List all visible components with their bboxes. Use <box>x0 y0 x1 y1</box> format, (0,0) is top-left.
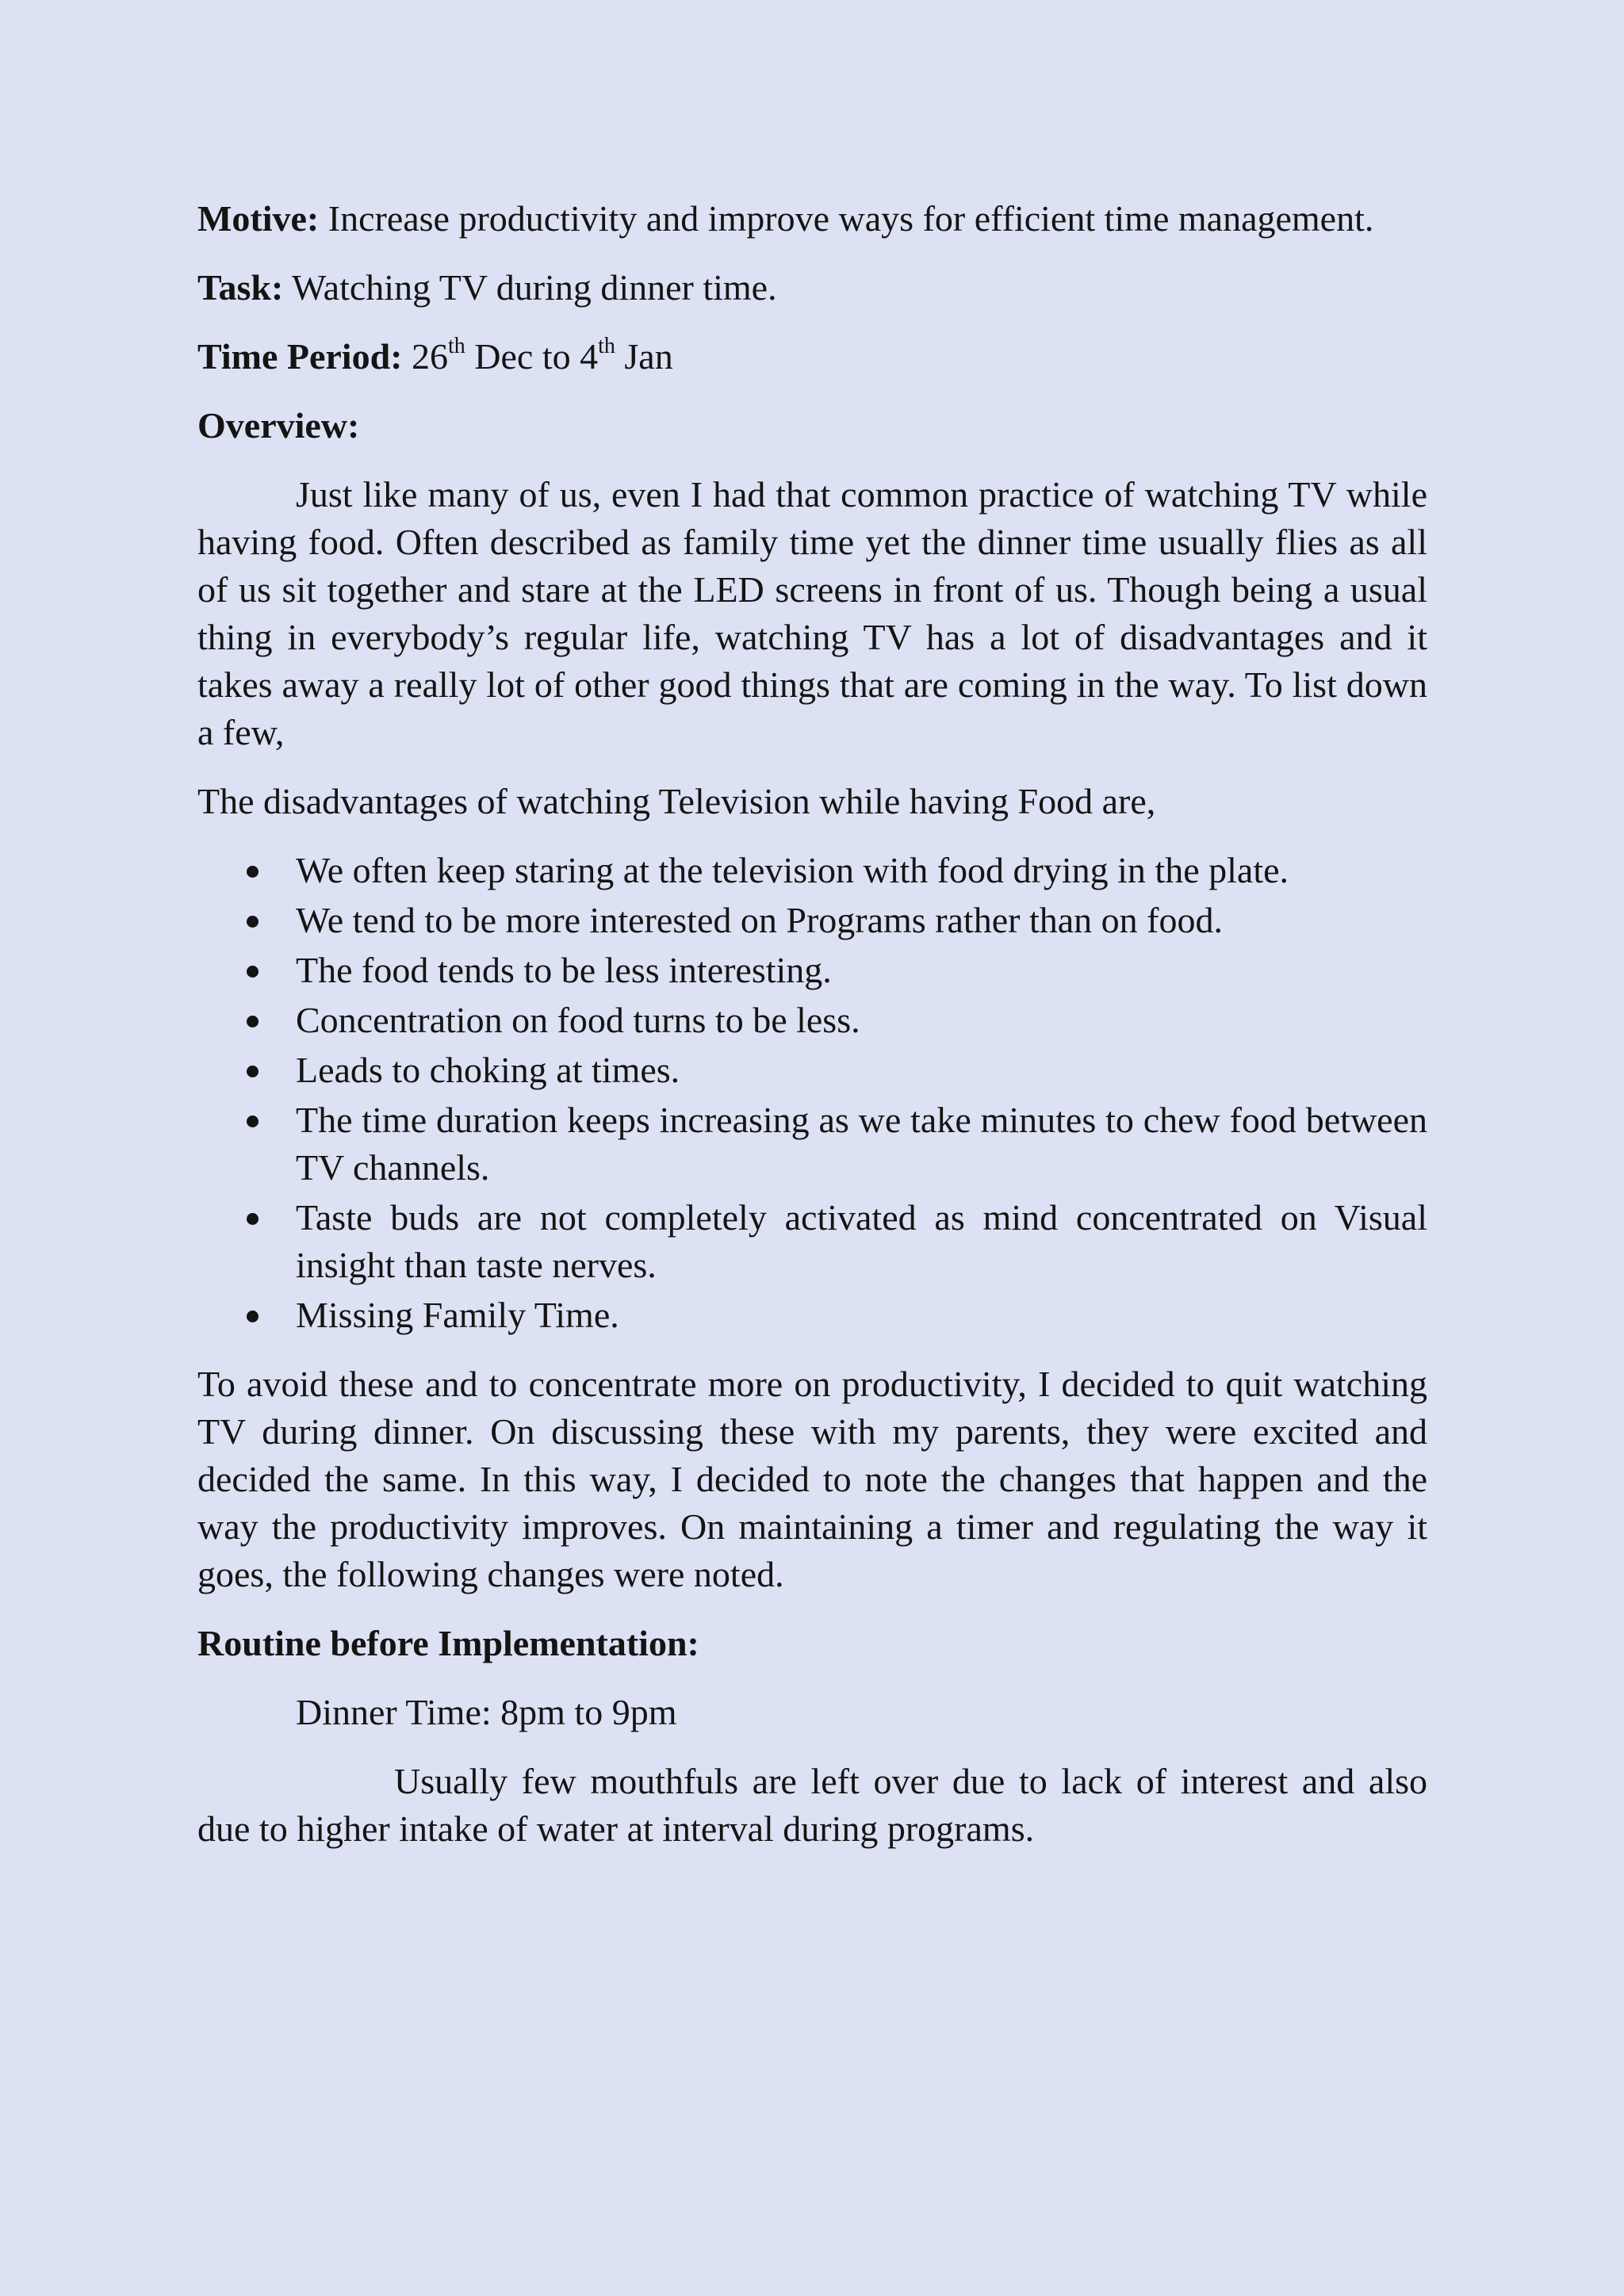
time-period-start-suffix: th <box>447 334 465 358</box>
disadvantages-list <box>197 847 1427 1339</box>
motive-label: Motive: <box>197 198 320 239</box>
motive-line <box>197 195 1427 243</box>
task-line <box>197 264 1427 312</box>
list-item-text: Taste buds are not completely activated as mind concentrated on Visual insight than taste nerves. <box>296 1197 1427 1285</box>
list-item-text: The food tends to be less interesting. <box>296 950 832 990</box>
decision-paragraph: To avoid these and to concentrate more on productivity, I decided to quit watching TV during dinner. On discussing these with my parents, they were excited and decided the same. In this way, I decided to note the changes that happen and the way the productivity improves. On maintaining a timer and regulating the way it goes, the following changes were noted. <box>197 1364 1427 1594</box>
list-item-text: The time duration keeps increasing as we take minutes to chew food between TV channels. <box>296 1100 1427 1188</box>
overview-paragraph: Just like many of us, even I had that common practice of watching TV while having food. Often described as family time yet the dinner time usually flies as all of us sit together and stare at the LED screens in front of us. Though being a usual thing in everybody’s regular life, watching TV has a lot of disadvantages and it takes away a really lot of other good things that are coming in the way. To list down a few, <box>197 474 1427 752</box>
bullet-icon <box>247 1213 259 1225</box>
time-period-middle: Dec to 4 <box>474 336 599 377</box>
list-item-text: Missing Family Time. <box>296 1295 619 1335</box>
document-page <box>197 195 1427 1874</box>
bullet-icon <box>247 1115 259 1127</box>
time-period-end: Jan <box>624 336 673 377</box>
bullet-icon <box>247 866 259 878</box>
disadvantages-intro: The disadvantages of watching Television while having Food are, <box>197 781 1156 821</box>
bullet-icon <box>247 1311 259 1322</box>
list-item <box>197 1047 1427 1094</box>
motive-text: Increase productivity and improve ways for efficient time management. <box>327 198 1374 239</box>
task-label: Task: <box>197 267 284 308</box>
bullet-icon <box>247 966 259 978</box>
bullet-icon <box>247 916 259 928</box>
list-item-text: We often keep staring at the television with food drying in the plate. <box>296 850 1289 890</box>
list-item-text: Leads to choking at times. <box>296 1050 680 1090</box>
list-item <box>197 947 1427 994</box>
task-text: Watching TV during dinner time. <box>291 267 777 308</box>
list-item <box>197 1292 1427 1339</box>
bullet-icon <box>247 1066 259 1077</box>
time-period-end-suffix: th <box>598 334 615 358</box>
time-period-start-day: 26 <box>411 336 448 377</box>
list-item-text: We tend to be more interested on Programs rather than on food. <box>296 900 1223 940</box>
routine-before-heading: Routine before Implementation: <box>197 1623 699 1663</box>
list-item-text: Concentration on food turns to be less. <box>296 1000 860 1040</box>
time-period-label: Time Period: <box>197 336 403 377</box>
list-item <box>197 897 1427 944</box>
overview-heading: Overview: <box>197 405 360 446</box>
time-period-line <box>197 333 1427 381</box>
dinner-time-line: Dinner Time: 8pm to 9pm <box>296 1692 677 1732</box>
routine-before-note: Usually few mouthfuls are left over due to lack of interest and also due to higher intake of water at interval during programs. <box>197 1761 1427 1849</box>
list-item <box>197 997 1427 1044</box>
list-item <box>197 847 1427 894</box>
bullet-icon <box>247 1016 259 1027</box>
list-item <box>197 1096 1427 1192</box>
list-item <box>197 1194 1427 1289</box>
